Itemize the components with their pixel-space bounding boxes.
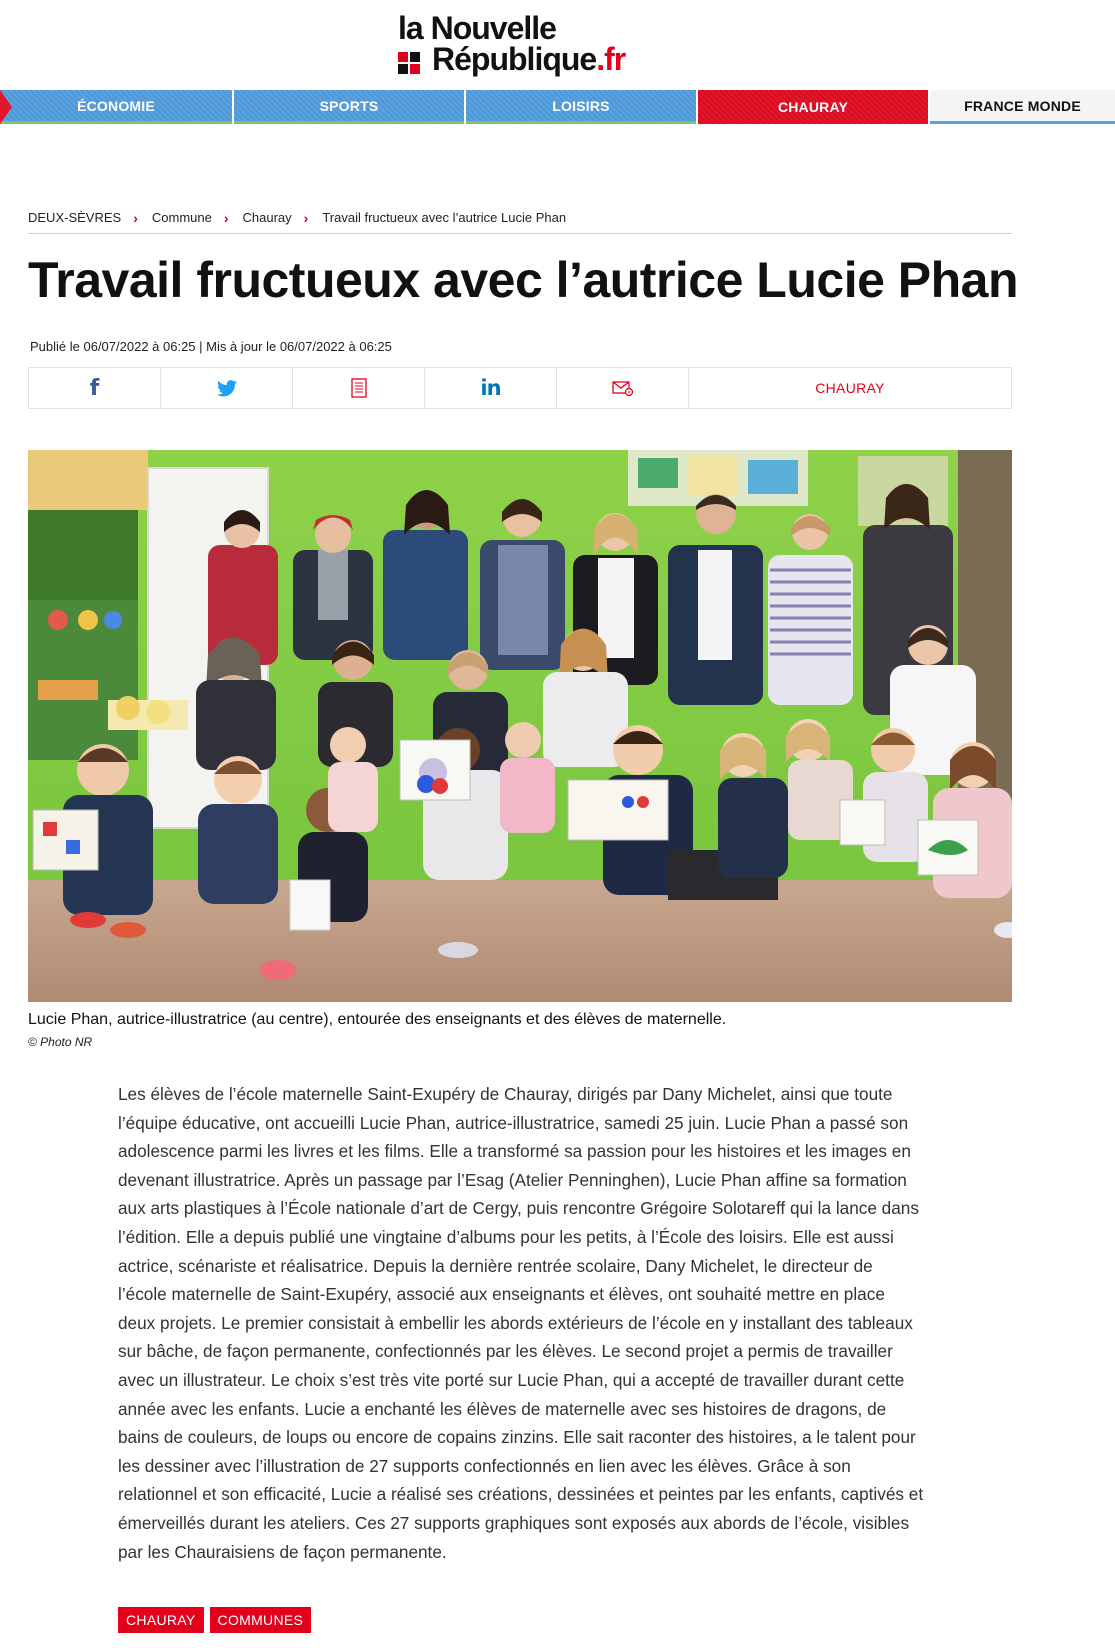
- nav-item-chauray[interactable]: [698, 90, 928, 124]
- nav-item-label: SPORTS: [319, 97, 379, 114]
- twitter-icon: [217, 380, 237, 397]
- share-email-button[interactable]: [557, 368, 689, 408]
- linkedin-icon: in: [480, 376, 501, 400]
- chevron-right-icon: ›: [223, 210, 229, 226]
- photo-credit: © Photo NR: [28, 1035, 93, 1049]
- logo-line2-text: République: [432, 41, 597, 77]
- breadcrumb-item-current: Travail fructueux avec l’autrice Lucie Phan: [322, 210, 567, 225]
- main-nav: [0, 90, 1115, 124]
- article-body: Les élèves de l’école maternelle Saint-Exupéry de Chauray, dirigés par Dany Michelet, ainsi que toute l’équipe éducative, ont accueilli Lucie Phan, autrice-illustratrice, samedi 25 juin. Lucie Phan a passé son adolescence parmi les livres et les films. Elle a transformé sa passion pour les histoires et les images en devenant illustratrice. Après un passage par l’Esag (Atelier Penninghen), Lucie Phan affine sa formation aux arts plastiques à l’École nationale d’art de Cergy, puis rencontre Grégoire Solotareff qui la lance dans l’édition. Elle a depuis publié une vingtaine d’albums pour les petits, à l’École des loisirs. Elle est aussi actrice, scénariste et réalisatrice. Depuis la dernière rentrée scolaire, Dany Michelet, le directeur de l’école maternelle de Saint-Exupéry, associé aux enseignants et élèves, ont souhaité mettre en place deux projets. Le premier consistait à embellir les abords extérieurs de l’école en y installant des tableaux sur bâche, de façon permanente, confectionnés par les élèves. Le second projet a permis de travailler avec un illustrateur. Le choix s’est très vite porté sur Lucie Phan, qui a accepté de travailler durant cette année avec les enfants. Lucie a enchanté les élèves de maternelle avec ses histoires de dragons, de bains de couleurs, de loups ou encore de copains zinzins. Elle sait raconter des histoires, a le talent pour les dessiner avec l’illustration de 27 supports confectionnés en lien avec les élèves. Grâce à son relationnel et son efficacité, Lucie a réalisé ses créations, dessinées et peintes par les enfants, captivés et émerveillés durant les ateliers. Ces 27 supports graphiques sont exposés aux abords de l’école, visibles par les Chauraisiens de façon permanente.: [118, 1084, 924, 1562]
- chevron-right-icon: ›: [133, 210, 138, 226]
- breadcrumb-item-commune[interactable]: Commune: [151, 210, 212, 225]
- nav-item-label: CHAURAY: [777, 99, 849, 115]
- share-twitter-button[interactable]: [161, 368, 293, 408]
- photo-caption: Lucie Phan, autrice-illustratrice (au centre), entourée des enseignants et des élèves de maternelle.: [28, 1011, 727, 1028]
- nav-item-label: ÉCONOMIE: [77, 97, 155, 114]
- breadcrumb-item-chauray[interactable]: Chauray: [242, 210, 292, 225]
- share-print-button[interactable]: [293, 368, 425, 408]
- publish-date: Publié le 06/07/2022 à 06:25 | Mis à jour le 06/07/2022 à 06:25: [30, 339, 392, 354]
- print-icon: [351, 378, 367, 398]
- article-photo: [28, 450, 1012, 1002]
- nav-item-label: LOISIRS: [552, 97, 610, 114]
- breadcrumb: [28, 210, 1012, 234]
- nav-item-sports[interactable]: [234, 90, 464, 124]
- nav-arrow-icon: [0, 90, 12, 124]
- logo-tld: .fr: [596, 41, 626, 77]
- logo-mark-icon: [398, 52, 420, 74]
- share-linkedin-button[interactable]: [425, 368, 557, 408]
- share-bar: [28, 367, 1012, 409]
- tag-chauray[interactable]: CHAURAY: [118, 1607, 204, 1633]
- nav-item-loisirs[interactable]: [466, 90, 696, 124]
- group-photo-image: [28, 450, 1012, 1002]
- nav-item-france-monde[interactable]: [930, 90, 1115, 124]
- article-title: Travail fructueux avec l’autrice Lucie Phan: [28, 252, 1019, 308]
- email-icon: [612, 380, 634, 396]
- nav-item-economie[interactable]: [0, 90, 232, 124]
- logo-line1: la Nouvelle: [398, 10, 556, 46]
- share-section-tag[interactable]: CHAURAY: [815, 380, 885, 396]
- site-logo[interactable]: [398, 12, 638, 76]
- article-tags: [118, 1607, 311, 1633]
- nav-item-label: FRANCE MONDE: [964, 97, 1081, 114]
- chevron-right-icon: ›: [303, 210, 309, 226]
- share-facebook-button[interactable]: [29, 368, 161, 408]
- breadcrumb-item-deux-sevres[interactable]: DEUX-SÈVRES: [28, 210, 122, 225]
- logo-line2: [432, 42, 625, 76]
- tag-communes[interactable]: COMMUNES: [210, 1607, 312, 1633]
- facebook-icon: f: [89, 375, 100, 401]
